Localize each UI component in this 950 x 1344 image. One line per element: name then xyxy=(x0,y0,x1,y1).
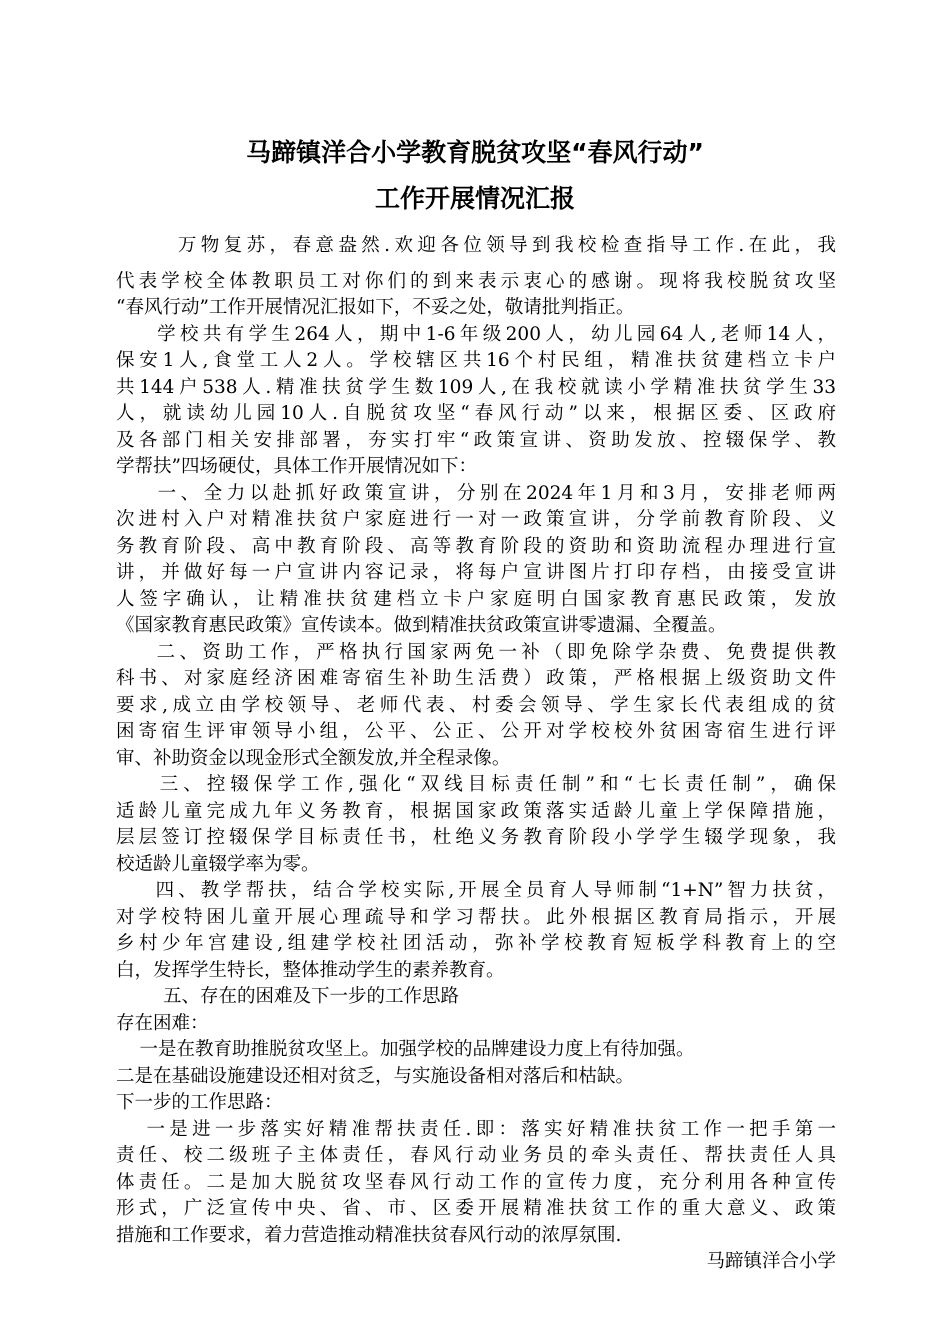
text-line: 人签字确认，让精准扶贫建档立卡户家庭明白国家教育惠民政策，发放 xyxy=(116,588,836,610)
text-line: 责任、校二级班子主体责任，春风行动业务员的牵头责任、帮扶责任人具 xyxy=(116,1145,836,1166)
text-line: 存在困难： xyxy=(116,1012,209,1034)
text-line: 代表学校全体教职员工对你们的到来表示衷心的感谢。现将我校脱贫攻坚 xyxy=(116,270,836,292)
text-line: 二、资助工作，严格执行国家两免一补（即免除学杂费、免费提供教 xyxy=(116,641,836,663)
text-line: 四、教学帮扶，结合学校实际,开展全员育人导师制“1+N”智力扶贫， xyxy=(116,880,836,901)
text-line: 乡村少年宫建设,组建学校社团活动，弥补学校教育短板学科教育上的空 xyxy=(116,933,836,954)
text-line: 《国家教育惠民政策》宣传读本。做到精准扶贫政策宣讲零遗漏、全覆盖。 xyxy=(116,615,727,636)
signature: 马蹄镇洋合小学 xyxy=(706,1251,836,1272)
text-line: 体责任。二是加大脱贫攻坚春风行动工作的宣传力度，充分利用各种宣传 xyxy=(116,1171,836,1193)
text-line: 五、存在的困难及下一步的工作思路 xyxy=(116,986,460,1007)
text-line: 讲，并做好每一户宣讲内容记录，将每户宣讲图片打印存档，由接受宣讲 xyxy=(116,562,836,583)
text-line: 及各部门相关安排部署，夯实打牢“政策宣讲、资助发放、控辍保学、教 xyxy=(116,429,836,451)
text-line: 困寄宿生评审领导小组，公平、公正、公开对学校校外贫困寄宿生进行评 xyxy=(116,721,836,742)
text-line: 层层签订控辍保学目标责任书，杜绝义务教育阶段小学学生辍学现象，我 xyxy=(116,827,836,848)
text-line: 措施和工作要求，着力营造推动精准扶贫春风行动的浓厚氛围. xyxy=(116,1224,622,1246)
text-line: 学校共有学生264人，期中1-6年级200人，幼儿园64人,老师14人， xyxy=(116,323,836,345)
document-title-line-1: 马蹄镇洋合小学教育脱贫攻坚“春风行动” xyxy=(246,138,704,167)
text-line: 二是在基础设施建设还相对贫乏，与实施设备相对落后和枯缺。 xyxy=(116,1065,635,1087)
text-line: 适龄儿童完成九年义务教育，根据国家政策落实适龄儿童上学保障措施， xyxy=(116,800,836,822)
text-line: 学帮扶”四场硬仗，具体工作开展情况如下： xyxy=(116,456,477,477)
text-line: 形式，广泛宣传中央、省、市、区委开展精准扶贫工作的重大意义、政策 xyxy=(116,1198,836,1219)
text-line: 万物复苏，春意盎然.欢迎各位领导到我校检查指导工作.在此，我 xyxy=(116,235,836,256)
text-line: 人，就读幼儿园10人.自脱贫攻坚“春风行动”以来，根据区委、区政府 xyxy=(116,403,836,424)
text-line: 务教育阶段、高中教育阶段、高等教育阶段的资助和资助流程办理进行宣 xyxy=(116,535,836,557)
text-line: 共144户538人.精准扶贫学生数109人,在我校就读小学精准扶贫学生33 xyxy=(116,376,836,398)
text-line: 保安1人,食堂工人2人。学校辖区共16个村民组，精准扶贫建档立卡户 xyxy=(116,350,836,371)
document-title-line-2: 工作开展情况汇报 xyxy=(374,184,575,213)
text-line: 要求,成立由学校领导、老师代表、村委会领导、学生家长代表组成的贫 xyxy=(116,694,836,716)
text-line: “春风行动”工作开展情况汇报如下，不妥之处，敬请批判指正。 xyxy=(116,297,635,318)
text-line: 对学校特困儿童开展心理疏导和学习帮扶。此外根据区教育局指示，开展 xyxy=(116,906,836,928)
text-line: 一、全力以赴抓好政策宣讲，分别在2024年1月和3月，安排老师两 xyxy=(116,482,836,504)
text-line: 次进村入户对精准扶贫户家庭进行一对一政策宣讲，分学前教育阶段、义 xyxy=(116,509,836,530)
text-line: 科书、对家庭经济困难寄宿生补助生活费）政策，严格根据上级资助文件 xyxy=(116,668,836,689)
text-line: 校适龄儿童辍学率为零。 xyxy=(116,853,320,875)
text-line: 下一步的工作思路： xyxy=(116,1092,283,1113)
text-line: 一是进一步落实好精准帮扶责任.即：落实好精准扶贫工作一把手第一 xyxy=(116,1118,836,1140)
text-line: 一是在教育助推脱贫攻坚上。加强学校的品牌建设力度上有待加强。 xyxy=(116,1039,695,1060)
text-line: 审、补助资金以现金形式全额发放,并全程录像。 xyxy=(116,747,511,769)
document-body xyxy=(116,233,836,1276)
text-line: 白，发挥学生特长，整体推动学生的素养教育。 xyxy=(116,959,505,981)
text-line: 三、控辍保学工作,强化“双线目标责任制”和“七长责任制”，确保 xyxy=(116,774,836,795)
